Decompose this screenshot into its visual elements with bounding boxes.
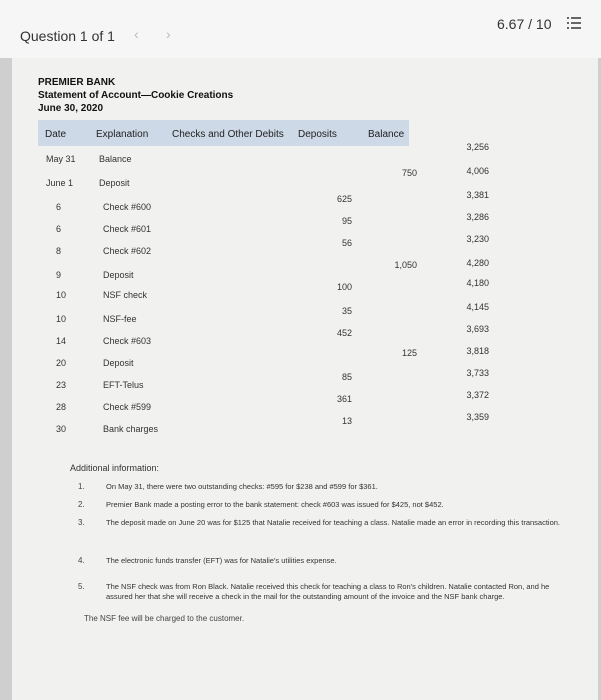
note-number: 2.	[78, 500, 85, 509]
cell-checks: 95	[341, 216, 352, 226]
cell-date: 14	[56, 336, 67, 346]
cell-balance: 3,818	[466, 346, 489, 356]
note-number: 4.	[78, 556, 85, 565]
footnote: The NSF fee will be charged to the customer.	[84, 614, 245, 623]
cell-explanation: Bank charges	[103, 424, 159, 434]
cell-deposits: 125	[401, 348, 417, 358]
cell-checks: 452	[336, 328, 352, 338]
cell-balance: 3,693	[466, 324, 489, 334]
cell-date: 30	[56, 424, 67, 434]
cell-checks: 361	[336, 394, 352, 404]
col-explanation: Explanation	[96, 129, 149, 140]
score-display: 6.67 / 10	[497, 16, 552, 32]
cell-date: 23	[56, 380, 67, 390]
cell-deposits: 1,050	[394, 260, 417, 270]
cell-date: 10	[56, 314, 67, 324]
question-label: Question 1 of 1	[20, 28, 115, 44]
cell-balance: 4,145	[466, 302, 489, 312]
cell-date: 10	[56, 290, 67, 300]
cell-balance: 4,006	[466, 166, 489, 176]
cell-balance: 3,372	[466, 390, 489, 400]
cell-deposits: 750	[401, 168, 417, 178]
note-text: The deposit made on June 20 was for $125 that Natalie received for teaching a class. Natalie made an error in recording this transaction.	[106, 518, 561, 527]
note-number: 5.	[78, 582, 85, 591]
cell-balance: 3,733	[466, 368, 489, 378]
cell-checks: 35	[341, 306, 352, 316]
statement-title: Statement of Account—Cookie Creations	[38, 90, 234, 101]
cell-explanation: Deposit	[103, 270, 134, 280]
cell-explanation: Check #601	[103, 224, 152, 234]
col-balance: Balance	[368, 129, 405, 140]
col-deposits: Deposits	[298, 129, 337, 140]
col-date: Date	[45, 129, 67, 140]
question-header	[0, 0, 601, 58]
additional-info-title: Additional information:	[70, 463, 160, 473]
cell-explanation: NSF-fee	[103, 314, 137, 324]
cell-explanation: Check #602	[103, 246, 152, 256]
note-text: The NSF check was from Ron Black. Natalie received this check for teaching a class to Ron's children. Natalie contacted Ron, and he assured her that she will receive a check in the mail for the outstanding amount of the invoice and the NSF bank charge.	[106, 582, 550, 601]
cell-checks: 13	[341, 416, 352, 426]
cell-explanation: Check #599	[103, 402, 152, 412]
statement-image	[12, 58, 598, 700]
cell-explanation: EFT-Telus	[103, 380, 144, 390]
cell-date: 9	[56, 270, 62, 280]
chevron-right-icon[interactable]: ›	[166, 26, 171, 42]
cell-date: 20	[56, 358, 67, 368]
cell-checks: 100	[336, 282, 352, 292]
cell-balance: 4,280	[466, 258, 489, 268]
statement-header	[38, 76, 409, 124]
cell-balance: 3,381	[466, 190, 489, 200]
note-number: 1.	[78, 482, 85, 491]
cell-checks: 56	[341, 238, 352, 248]
cell-explanation: Check #603	[103, 336, 152, 346]
cell-explanation: Balance	[99, 154, 132, 164]
cell-explanation: Check #600	[103, 202, 152, 212]
note-number: 3.	[78, 518, 85, 527]
cell-date: June 1	[46, 178, 74, 188]
cell-date: 6	[56, 224, 62, 234]
statement-date: June 30, 2020	[38, 103, 104, 114]
cell-explanation: Deposit	[103, 358, 134, 368]
col-checks: Checks and Other Debits	[172, 129, 284, 140]
cell-explanation: NSF check	[103, 290, 148, 300]
cell-balance: 4,180	[466, 278, 489, 288]
list-icon[interactable]	[567, 17, 581, 29]
cell-date: May 31	[46, 154, 76, 164]
cell-date: 6	[56, 202, 62, 212]
cell-date: 8	[56, 246, 62, 256]
cell-checks: 85	[341, 372, 352, 382]
cell-balance: 3,286	[466, 212, 489, 222]
table-header	[38, 120, 409, 146]
cell-balance: 3,256	[466, 142, 489, 152]
cell-balance: 3,230	[466, 234, 489, 244]
note-text: Premier Bank made a posting error to the bank statement: check #603 was issued for $425, not $452.	[106, 500, 444, 509]
note-text: On May 31, there were two outstanding checks: #595 for $238 and #599 for $361.	[106, 482, 378, 491]
cell-explanation: Deposit	[99, 178, 130, 188]
cell-balance: 3,359	[466, 412, 489, 422]
cell-date: 28	[56, 402, 67, 412]
chevron-left-icon[interactable]: ‹	[134, 26, 139, 42]
cell-checks: 625	[336, 194, 352, 204]
bank-name: PREMIER BANK	[38, 77, 116, 88]
note-text: The electronic funds transfer (EFT) was for Natalie's utilities expense.	[106, 556, 337, 565]
